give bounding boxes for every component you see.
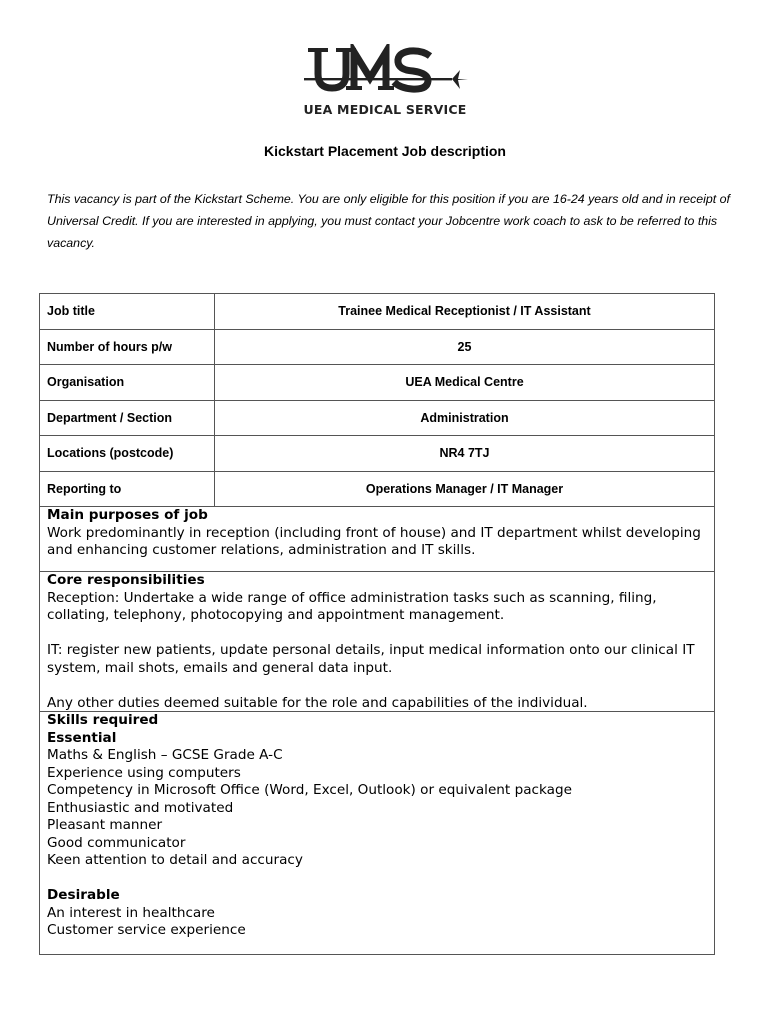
- desirable-skills-list: [47, 905, 707, 940]
- main-purpose-section: [39, 506, 715, 572]
- reporting-label: Reporting to: [40, 471, 215, 507]
- core-it-text: IT: register new patients, update personal details, input medical information onto our clinical IT system, mail shots, emails and general data input.: [47, 642, 695, 676]
- location-value: NR4 7TJ: [215, 436, 715, 472]
- list-item: Competency in Microsoft Office (Word, Excel, Outlook) or equivalent package: [47, 782, 572, 798]
- ums-logo: [300, 44, 470, 124]
- document-title: Kickstart Placement Job description: [264, 143, 506, 159]
- table-row: [40, 329, 715, 365]
- organisation-label: Organisation: [40, 365, 215, 401]
- location-label: Locations (postcode): [40, 436, 215, 472]
- list-item: Maths & English – GCSE Grade A-C: [47, 747, 283, 763]
- table-row: [40, 294, 715, 330]
- list-item: Experience using computers: [47, 764, 241, 781]
- logo-subtitle: UEA MEDICAL SERVICE: [303, 102, 467, 117]
- table-row: [40, 471, 715, 507]
- ums-logo-mark: [300, 44, 470, 102]
- core-reception-text: Reception: Undertake a wide range of office administration tasks such as scanning, filing, collating, telephony, photocopying and appointment management.: [47, 589, 657, 623]
- skills-section: [39, 711, 715, 955]
- list-item: An interest in healthcare: [47, 904, 215, 921]
- job-title-value: Trainee Medical Receptionist / IT Assistant: [215, 294, 715, 330]
- list-item: Pleasant manner: [47, 817, 163, 833]
- organisation-value: UEA Medical Centre: [215, 365, 715, 401]
- table-row: [40, 436, 715, 472]
- core-heading: Core responsibilities: [47, 572, 205, 588]
- intro-text: This vacancy is part of the Kickstart Scheme. You are only eligible for this position if you are 16-24 years old and in receipt of Universal Credit. If you are interested in applying, you must contact your Jobcentre work coach to ask to be referred to this vacancy.: [47, 192, 730, 250]
- list-item: Good communicator: [47, 834, 186, 851]
- main-purpose-text: Work predominantly in reception (including front of house) and IT department whilst developing and enhancing customer relations, administration and IT skills.: [47, 524, 701, 558]
- list-item: Customer service experience: [47, 922, 246, 938]
- list-item: Enthusiastic and motivated: [47, 799, 234, 816]
- job-details-table: [39, 293, 715, 507]
- department-value: Administration: [215, 400, 715, 436]
- skills-heading: Skills required: [47, 712, 159, 728]
- table-row: [40, 400, 715, 436]
- hours-label: Number of hours p/w: [40, 329, 215, 365]
- essential-skills-list: [47, 747, 707, 870]
- table-row: [40, 365, 715, 401]
- core-other-text: Any other duties deemed suitable for the role and capabilities of the individual.: [47, 694, 588, 711]
- department-label: Department / Section: [40, 400, 215, 436]
- hours-value: 25: [215, 329, 715, 365]
- main-purpose-heading: Main purposes of job: [47, 507, 208, 523]
- core-responsibilities-section: [39, 571, 715, 712]
- job-title-label: Job title: [40, 294, 215, 330]
- essential-heading: Essential: [47, 729, 117, 746]
- desirable-heading: Desirable: [47, 887, 120, 903]
- list-item: Keen attention to detail and accuracy: [47, 852, 303, 868]
- reporting-value: Operations Manager / IT Manager: [215, 471, 715, 507]
